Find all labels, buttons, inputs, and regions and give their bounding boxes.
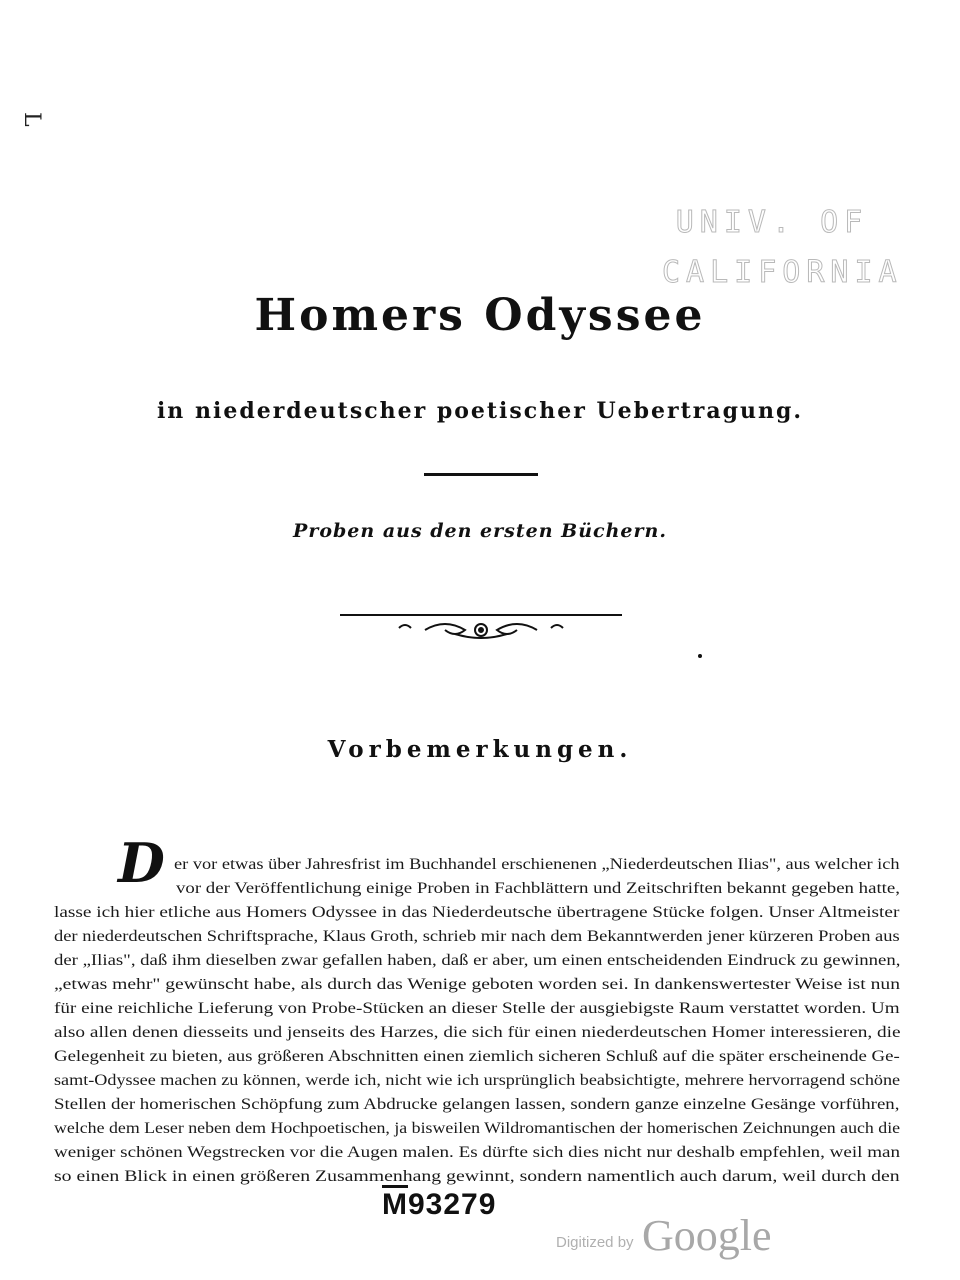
page-title: Homers Odyssee xyxy=(254,290,706,341)
digitized-by-label: Digitized by xyxy=(556,1234,634,1251)
ornament-flourish xyxy=(395,616,567,642)
samples-heading: Proben aus den ersten Büchern. xyxy=(293,520,667,542)
ink-speck xyxy=(698,654,702,658)
drop-cap: D xyxy=(118,831,165,895)
margin-mark: L xyxy=(19,112,44,127)
body-line: samt-Odyssee machen zu können, werde ich, nicht wie ich ursprünglich beabsichtigte, mehrere hervorragend schöne xyxy=(54,1072,901,1089)
body-line: Stellen der homerischen Schöpfung zum Abdrucke gelangen lassen, sondern ganze einzelne Gesänge vorführen, xyxy=(54,1096,900,1113)
body-line: für eine reichliche Lieferung von Probe-Stücken an dieser Stelle der ausgiebigste Raum verstattet worden. Um xyxy=(54,1000,900,1017)
shelfmark xyxy=(382,1188,496,1222)
divider-short xyxy=(424,473,538,476)
google-logo: Google xyxy=(642,1211,772,1260)
body-line: weniger schönen Wegstrecken vor die Augen malen. Es dürfte sich dies nicht nur deshalb empfehlen, weil man xyxy=(54,1144,901,1161)
stamp-line-2: CALIFORNIA xyxy=(662,255,903,290)
body-line: der „Ilias", daß ihm dieselben zwar gefallen haben, daß er aber, um einen entscheidenden Eindruck zu gewinnen, xyxy=(54,952,901,969)
body-line: also allen denen diesseits und jenseits des Harzes, die sich für einen niederdeutschen Homer interessieren, die xyxy=(54,1024,901,1041)
body-line: der niederdeutschen Schriftsprache, Klaus Groth, schrieb mir nach dem Bekanntwerden jener kürzeren Proben aus xyxy=(54,928,900,945)
shelfmark-prefix: $\overline{M}$ xyxy=(382,1188,408,1221)
body-line: er vor etwas über Jahresfrist im Buchhandel erschienenen „Niederdeutschen Ilias", aus welcher ich xyxy=(174,856,900,873)
body-line: vor der Veröffentlichung einige Proben in Fachblättern und Zeitschriften bekannt gegeben hatte, xyxy=(176,880,900,897)
body-line: „etwas mehr" gewünscht habe, als durch das Wenige geboten worden sei. In dankenswertester Weise ist nun xyxy=(54,976,900,993)
library-stamp xyxy=(662,198,903,298)
body-line: welche dem Leser neben dem Hochpoetischen, ja bisweilen Wildromantischen der homerischen Zeichnungen auch die xyxy=(54,1120,901,1137)
shelfmark-number: 93279 xyxy=(408,1188,497,1221)
section-heading: Vorbemerkungen. xyxy=(327,736,633,763)
body-line: lasse ich hier etliche aus Homers Odyssee in das Niederdeutsche übertragene Stücke folgen. Unser Altmeister xyxy=(54,904,900,921)
stamp-line-1: UNIV. OF xyxy=(675,205,869,240)
body-line: Gelegenheit zu bieten, aus größeren Abschnitten einen ziemlich sicheren Schluß auf die später erscheinende Ge- xyxy=(54,1048,900,1065)
body-line: so einen Blick in einen größeren Zusammenhang gewinnt, sondern namentlich auch darum, weil durch den xyxy=(54,1168,900,1185)
page-subtitle: in niederdeutscher poetischer Uebertragung. xyxy=(156,398,804,424)
